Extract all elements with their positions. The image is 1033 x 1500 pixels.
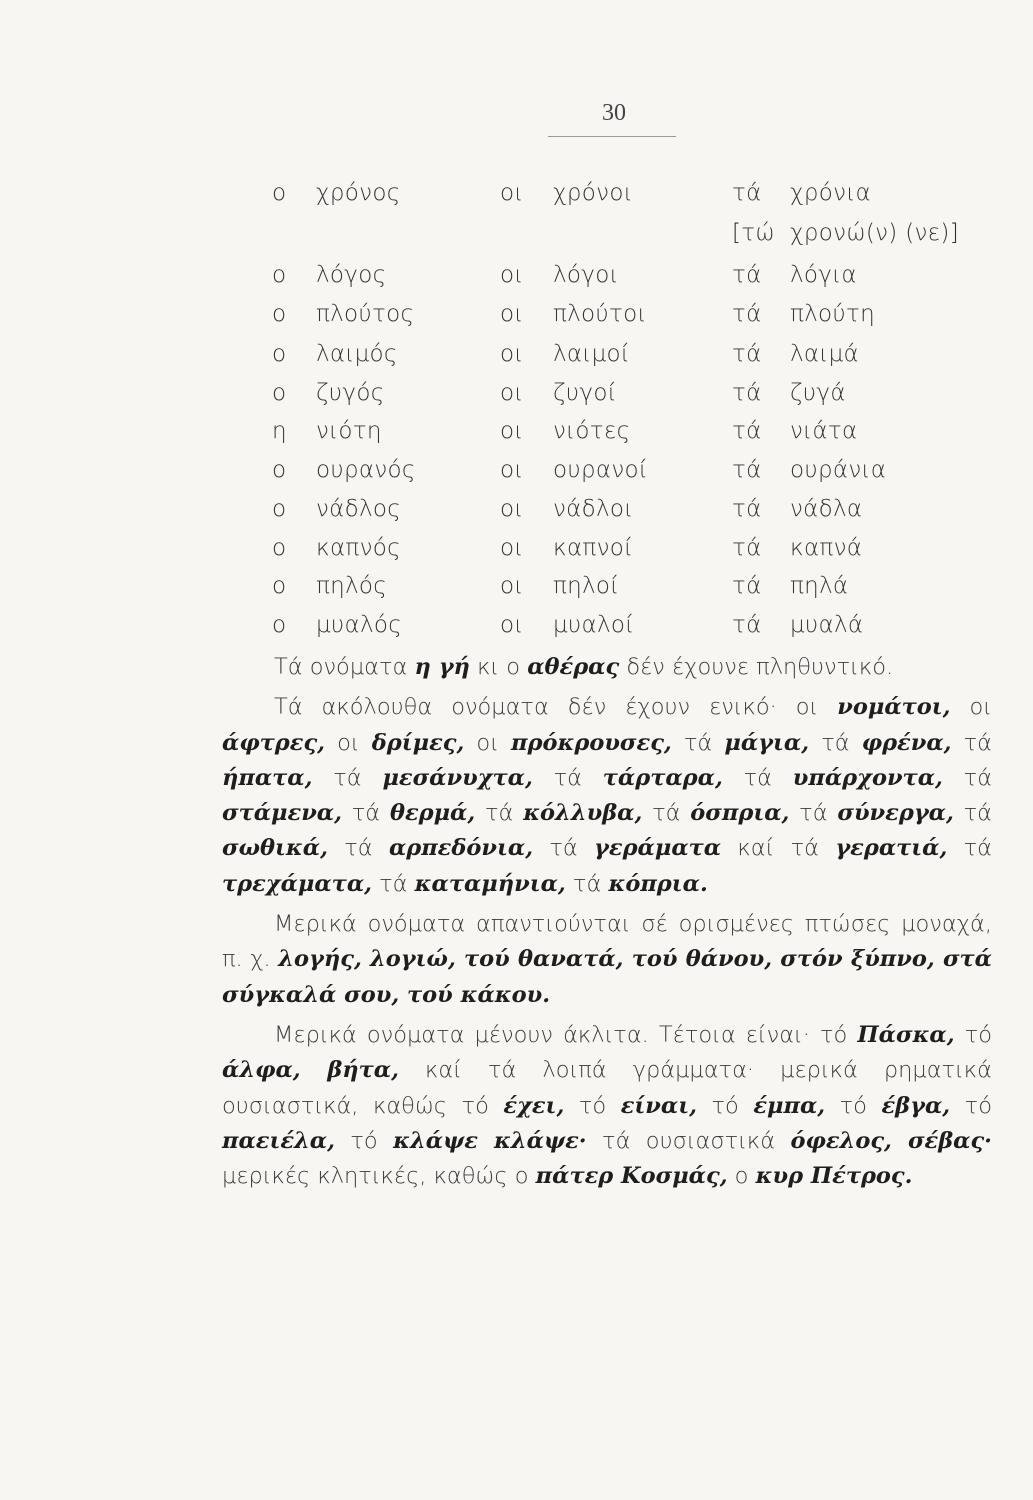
neuter-noun: πηλά [790, 573, 849, 599]
emphasized-term: σωθικά, [222, 835, 328, 862]
paragraph [222, 1018, 992, 1194]
emphasized-term: φρένα, [861, 729, 952, 756]
emphasized-term: αρπεδόνια, [388, 835, 534, 862]
emphasized-term: άφτρες, [222, 729, 325, 756]
singular-article: η [272, 418, 287, 444]
neuter-article: τά [732, 180, 762, 206]
emphasized-term: λογής, λογιώ, τού θανατά, τού θάνου, στόν ξύπνο, στά σύγκαλά σου, τού κάκου. [222, 946, 992, 1008]
neuter-article: [τώ [732, 220, 775, 246]
singular-noun: καπνός [316, 535, 401, 561]
neuter-noun: ουράνια [790, 457, 887, 483]
text-run: τά [312, 764, 383, 791]
singular-article: ο [272, 262, 287, 288]
text-run: Μερικά ονόματα απαντιούνται σέ ορισμένες πτώσες μοναχά, π. χ. [222, 911, 992, 973]
plural-noun: πλούτοι [553, 301, 647, 327]
plural-noun: μυαλοί [553, 612, 635, 638]
singular-article: ο [272, 457, 287, 483]
text-run: οι [325, 729, 372, 756]
emphasized-term: καταμήνια, [414, 870, 566, 897]
emphasized-term: θερμά, [389, 800, 476, 827]
neuter-noun: νάδλα [790, 496, 863, 522]
text-run: τό [825, 1092, 882, 1119]
plural-article: οι [500, 341, 524, 367]
text-run: τά [947, 835, 993, 862]
emphasized-term: πάτερ Κοσμάς, [535, 1163, 728, 1190]
singular-article: ο [272, 496, 287, 522]
singular-noun: πηλός [316, 573, 388, 599]
emphasized-term: κόπρια. [608, 870, 708, 897]
singular-article: ο [272, 180, 287, 206]
singular-noun: ζυγός [316, 380, 385, 406]
plural-noun: καπνοί [553, 535, 634, 561]
neuter-noun: νιάτα [790, 418, 858, 444]
text-run: τό [334, 1127, 394, 1154]
neuter-noun: χρόνια [790, 180, 871, 206]
neuter-article: τά [732, 262, 762, 288]
singular-noun: χρόνος [316, 180, 401, 206]
neuter-noun: λαιμά [790, 341, 859, 367]
emphasized-term: όφελος, σέβας· [790, 1127, 993, 1154]
emphasized-term: Πάσκα, [857, 1021, 955, 1048]
plural-article: οι [500, 301, 524, 327]
neuter-article: τά [732, 612, 762, 638]
paragraph [222, 907, 992, 1013]
neuter-article: τά [732, 380, 762, 406]
emphasized-term: γερατιά, [835, 835, 948, 862]
plural-noun: πηλοί [553, 573, 620, 599]
neuter-noun: ζυγά [790, 380, 846, 406]
singular-noun: μυαλός [316, 612, 403, 638]
paragraph [222, 690, 992, 902]
text-run: τά [951, 729, 992, 756]
text-run: τό [564, 1092, 621, 1119]
text-run: οι [950, 694, 992, 721]
text-run: κι ο [469, 654, 528, 680]
plural-noun: νιότες [553, 418, 631, 444]
neuter-noun: χρονώ(ν) (νε)] [790, 220, 959, 246]
emphasized-term: είναι, [620, 1092, 697, 1119]
emphasized-term: έμπα, [753, 1092, 826, 1119]
plural-noun: νάδλοι [553, 496, 634, 522]
neuter-noun: μυαλά [790, 612, 864, 638]
neuter-article: τά [732, 496, 762, 522]
text-run: τά [671, 729, 725, 756]
page-number: 30 [602, 100, 626, 126]
text-run: τά [475, 800, 524, 827]
text-run: τά [953, 800, 993, 827]
emphasized-term: όσπρια, [690, 800, 790, 827]
neuter-article: τά [732, 573, 762, 599]
plural-article: οι [500, 418, 524, 444]
text-run: δέν έχουνε πληθυντικό. [619, 654, 894, 680]
plural-article: οι [500, 612, 524, 638]
emphasized-term: υπάρχοντα, [792, 764, 943, 791]
text-run: τά [642, 800, 691, 827]
emphasized-term: σύνεργα, [837, 800, 954, 827]
singular-article: ο [272, 301, 287, 327]
text-run: τά [809, 729, 862, 756]
singular-noun: νάδλος [316, 496, 402, 522]
text-run: τά [371, 870, 415, 897]
text-run: Τά ακόλουθα ονόματα δέν έχουν ενικό· οι [274, 694, 838, 721]
plural-noun: λόγοι [553, 262, 619, 288]
plural-article: οι [500, 262, 524, 288]
text-run: τά [532, 764, 603, 791]
neuter-article: τά [732, 301, 762, 327]
plural-article: οι [500, 496, 524, 522]
paragraph [222, 650, 992, 685]
text-run: Τά ονόματα [274, 654, 415, 680]
plural-article: οι [500, 457, 524, 483]
emphasized-term: παειέλα, [222, 1127, 335, 1154]
emphasized-term: κλάψε κλάψε· [393, 1127, 587, 1154]
body-text [222, 650, 992, 1194]
emphasized-term: πρόκρουσες, [511, 729, 672, 756]
emphasized-term: στάμενα, [222, 800, 342, 827]
text-run: τά [722, 764, 793, 791]
emphasized-term: μάγια, [724, 729, 810, 756]
emphasized-term: κυρ Πέτρος. [755, 1163, 913, 1190]
text-run: τό [696, 1092, 754, 1119]
neuter-article: τά [732, 341, 762, 367]
neuter-noun: καπνά [790, 535, 863, 561]
text-run: ο [727, 1163, 756, 1190]
emphasized-term: η γή [414, 654, 470, 680]
emphasized-term: αθέρας [527, 654, 620, 680]
emphasized-term: κόλλυβα, [523, 800, 643, 827]
text-run: τό [950, 1092, 992, 1119]
text-run: οι [464, 729, 512, 756]
text-run: τά [327, 835, 389, 862]
text-run: τά [533, 835, 595, 862]
text-run: καί τά [721, 835, 836, 862]
text-run: μερικές κλητικές, καθώς ο [222, 1163, 536, 1190]
singular-article: ο [272, 535, 287, 561]
neuter-article: τά [732, 535, 762, 561]
emphasized-term: έβγα, [881, 1092, 951, 1119]
neuter-noun: πλούτη [790, 301, 876, 327]
singular-noun: νιότη [316, 418, 382, 444]
plural-noun: ουρανοί [553, 457, 649, 483]
singular-article: ο [272, 612, 287, 638]
neuter-article: τά [732, 457, 762, 483]
plural-noun: ζυγοί [553, 380, 617, 406]
plural-noun: λαιμοί [553, 341, 631, 367]
emphasized-term: έχει, [503, 1092, 565, 1119]
singular-article: ο [272, 573, 287, 599]
singular-noun: λαιμός [316, 341, 398, 367]
text-run: τά [942, 764, 993, 791]
text-run: τό [954, 1021, 992, 1048]
text-run: τά [789, 800, 838, 827]
neuter-noun: λόγια [790, 262, 857, 288]
emphasized-term: γεράματα [594, 835, 722, 862]
emphasized-term: ήπατα, [222, 764, 313, 791]
plural-article: οι [500, 180, 524, 206]
emphasized-term: νομάτοι, [837, 694, 951, 721]
emphasized-term: τρεχάματα, [222, 870, 372, 897]
emphasized-term: μεσάνυχτα, [382, 764, 533, 791]
singular-article: ο [272, 380, 287, 406]
text-run: τά [565, 870, 609, 897]
singular-article: ο [272, 341, 287, 367]
singular-noun: λόγος [316, 262, 387, 288]
emphasized-term: άλφα, βήτα, [222, 1057, 399, 1084]
singular-noun: ουρανός [316, 457, 416, 483]
plural-article: οι [500, 535, 524, 561]
singular-noun: πλούτος [316, 301, 415, 327]
emphasized-term: δρίμες, [371, 729, 465, 756]
emphasized-term: τάρταρα, [602, 764, 723, 791]
text-run: τά [341, 800, 390, 827]
text-run: καί τά λοιπά γράμματα· μερικά ρηματικά ουσιαστικά, καθώς τό [222, 1057, 992, 1119]
text-run: Μερικά ονόματα μένουν άκλιτα. Τέτοια είναι· τό [274, 1021, 858, 1048]
plural-noun: χρόνοι [553, 180, 633, 206]
plural-article: οι [500, 573, 524, 599]
header-rule [548, 136, 676, 137]
plural-article: οι [500, 380, 524, 406]
text-run: τά ουσιαστικά [586, 1127, 791, 1154]
neuter-article: τά [732, 418, 762, 444]
